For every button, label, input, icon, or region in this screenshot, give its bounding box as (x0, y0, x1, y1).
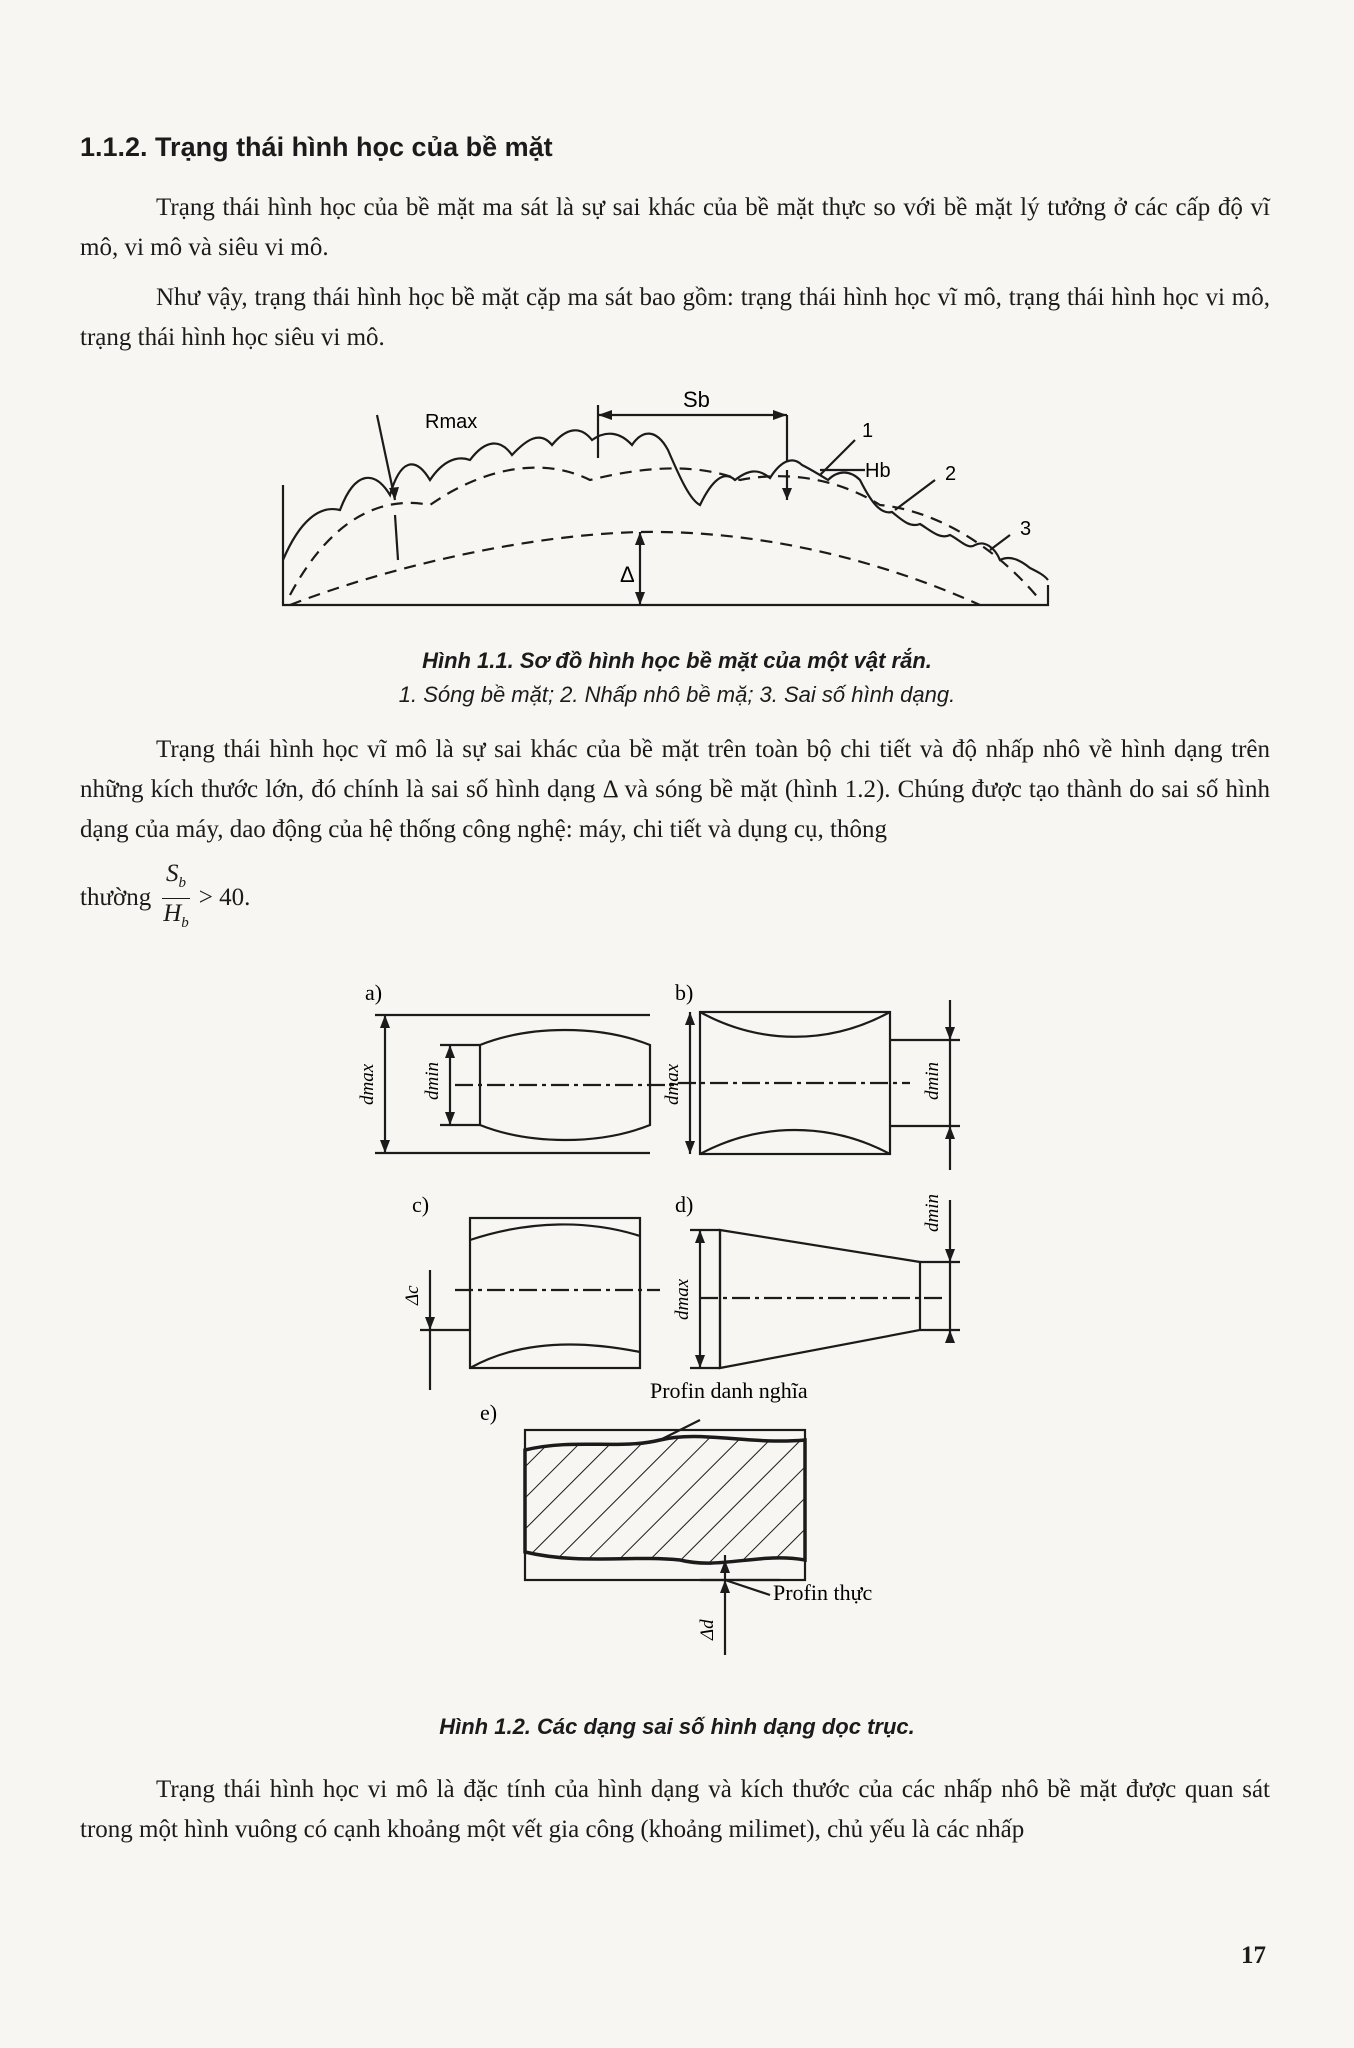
fig1-label-3: 3 (1020, 518, 1032, 540)
formula-line (80, 859, 251, 931)
formula-denominator: H (163, 899, 182, 927)
fig1-label-delta: Δ (620, 562, 635, 587)
formula-denominator-sub: b (181, 914, 189, 931)
fig1-label-rmax: Rmax (425, 411, 478, 433)
figure-1-1-caption: Hình 1.1. Sơ đồ hình học bề mặt của một vật rắn. (422, 648, 932, 673)
fig2-panel-d-taper (690, 1200, 960, 1368)
fig1-label-sb: Sb (683, 387, 710, 412)
page-number: 17 (1241, 1942, 1266, 1969)
fig1-label-hb: Hb (865, 460, 891, 482)
fig2-label-b: b) (675, 980, 694, 1005)
fig2-panel-c-curved (420, 1218, 660, 1390)
formula-relation: > 40. (198, 884, 251, 911)
fig1-form-error-line (290, 532, 980, 605)
paragraph-macro-state: Trạng thái hình học vĩ mô là sự sai khác của bề mặt trên toàn bộ chi tiết và độ nhấp nhô về hình dạng trên những kích thước lớn, đó chính là sai số hình dạng Δ và sóng bề mặt (hình 1.2). Chúng được tạo thành do sai số hình dạng của máy, dao động của hệ thống công nghệ: máy, chi tiết và dụng cụ, thông (80, 736, 1270, 843)
paragraph-classification: Như vậy, trạng thái hình học bề mặt cặp ma sát bao gồm: trạng thái hình học vĩ mô, trạng thái hình học vi mô, trạng thái hình học siêu vi mô. (80, 284, 1270, 351)
fig2-a-dmin: dmin (422, 1062, 443, 1100)
fig2-label-c: c) (412, 1192, 430, 1217)
fig2-c-dc: Δc (402, 1285, 423, 1305)
fig1-label-1: 1 (862, 420, 874, 442)
fig2-panel-a-barrel (375, 1015, 675, 1153)
formula-prefix: thường (80, 884, 152, 911)
fig2-b-dmax: dmax (662, 1063, 683, 1105)
figure-1-2-caption: Hình 1.2. Các dạng sai số hình dạng dọc trục. (439, 1714, 915, 1739)
fig2-e-dd: Δd (697, 1619, 718, 1640)
fig1-label-2: 2 (945, 463, 957, 485)
paragraph-micro-state: Trạng thái hình học vi mô là đặc tính của hình dạng và kích thước của các nhấp nhô bề mặt được quan sát trong một hình vuông có cạnh khoảng một vết gia công (khoảng milimet), chủ yếu là các nhấp (80, 1776, 1270, 1843)
section-heading: 1.1.2. Trạng thái hình học của bề mặt (80, 132, 553, 162)
fig2-profile-real: Profin thực (773, 1580, 873, 1605)
formula-numerator: S (166, 859, 179, 887)
formula-numerator-sub: b (178, 874, 186, 891)
fig2-a-dmax: dmax (357, 1063, 378, 1105)
figure-1-1-caption-legend: 1. Sóng bề mặt; 2. Nhấp nhô bề mặ; 3. Sai số hình dạng. (398, 682, 956, 707)
fig2-label-d: d) (675, 1192, 694, 1217)
fig2-profile-nominal: Profin danh nghĩa (650, 1378, 808, 1403)
fig2-d-dmax: dmax (672, 1278, 693, 1320)
formula-fraction (159, 859, 193, 938)
fig1-wave-line (290, 468, 1040, 600)
paragraph-definition: Trạng thái hình học của bề mặt ma sát là sự sai khác của bề mặt thực so với bề mặt lý tưởng ở các cấp độ vĩ mô, vi mô và siêu vi mô. (80, 194, 1270, 261)
fig2-panel-b-hourglass (678, 1000, 960, 1170)
fig2-b-dmin: dmin (922, 1062, 943, 1100)
fig2-d-dmin: dmin (922, 1194, 943, 1232)
fig2-label-a: a) (365, 980, 383, 1005)
fig2-panel-e-profile (525, 1420, 805, 1655)
fig2-label-e: e) (480, 1400, 498, 1425)
